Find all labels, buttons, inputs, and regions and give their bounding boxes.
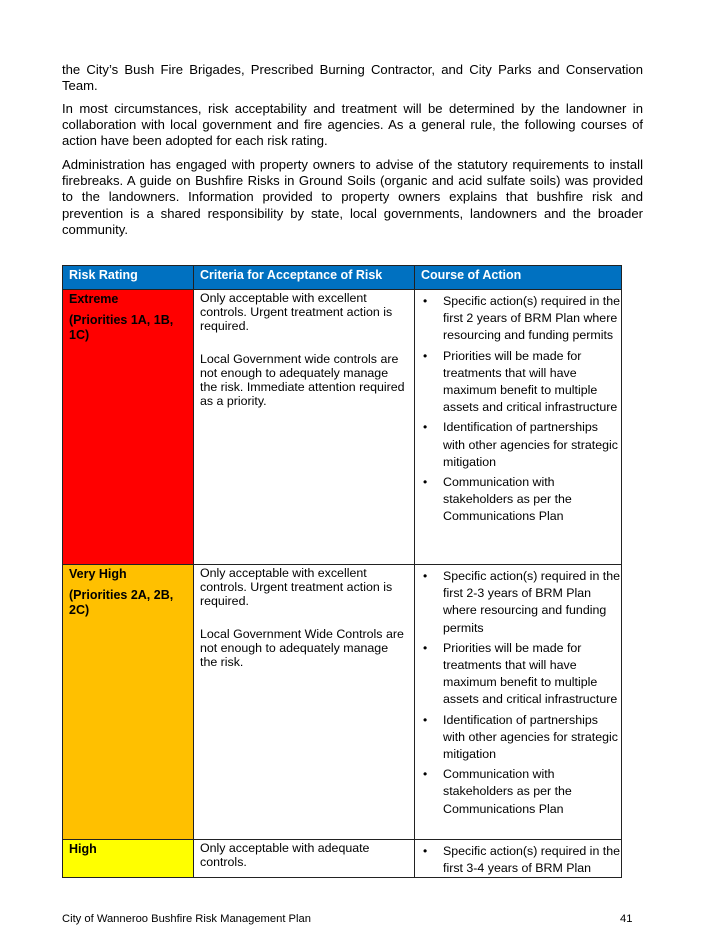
rating-cell-high	[63, 840, 194, 878]
bullet-icon: •	[423, 767, 428, 782]
list-item: • Communication with stakeholders as per the Communications Plan	[423, 475, 572, 524]
table-row-high	[63, 840, 622, 878]
actions-cell-very-high	[415, 565, 622, 840]
criteria-cell-extreme	[194, 290, 415, 565]
criteria-text: Local Government Wide Controls are not enough to adequately manage the risk.	[200, 626, 404, 670]
bullet-icon: •	[423, 420, 428, 435]
bullet-icon: •	[423, 569, 428, 583]
rating-label: Very High	[69, 567, 127, 581]
criteria-text: Only acceptable with excellent controls. Urgent treatment action is required.	[200, 566, 393, 609]
list-item: • Identification of partnerships with other agencies for strategic mitigation	[423, 712, 618, 762]
list-item: • Identification of partnerships with other agencies for strategic mitigation	[423, 420, 618, 469]
rating-priorities: (Priorities 2A, 2B, 2C)	[69, 588, 174, 617]
actions-cell-high	[415, 840, 622, 878]
bullet-icon: •	[423, 712, 428, 727]
rating-label: Extreme	[69, 292, 119, 306]
rating-cell-very-high	[63, 565, 194, 840]
page-number: 41	[620, 913, 633, 925]
paragraph-administration: Administration has engaged with property owners to advise of the statutory requirements to install firebreaks. A guide on Bushfire Risks in Ground Soils (organic and acid sulfate soils) was provided to the landowners. Information provided to property owners explains that bushfire risk and prevention is a shared responsibility by state, local governments, landowners and the broader community.	[62, 157, 643, 237]
table-row-very-high	[63, 565, 622, 840]
criteria-text: Only acceptable with excellent controls. Urgent treatment action is required.	[200, 291, 393, 334]
rating-label: High	[69, 842, 97, 856]
list-item: • Communication with stakeholders as per the Communications Plan	[423, 767, 572, 816]
criteria-text: Only acceptable with adequate controls.	[200, 841, 370, 870]
criteria-cell-very-high	[194, 565, 415, 840]
table-header-row	[63, 266, 622, 290]
criteria-cell-high	[194, 840, 415, 878]
header-criteria: Criteria for Acceptance of Risk	[194, 266, 415, 290]
bullet-icon: •	[423, 294, 428, 308]
list-item: • Specific action(s) required in the first 2-3 years of BRM Plan where resourcing and funding permits	[423, 569, 620, 635]
risk-rating-table	[62, 265, 622, 878]
actions-cell-extreme	[415, 290, 622, 565]
criteria-text: Local Government wide controls are not enough to adequately manage the risk. Immediate attention required as a priority.	[200, 351, 405, 409]
rating-cell-extreme	[63, 290, 194, 565]
list-item: • Specific action(s) required in the first 2 years of BRM Plan where resourcing and funding permits	[423, 294, 620, 343]
list-item: • Specific action(s) required in the first 3-4 years of BRM Plan	[423, 844, 620, 876]
bullet-icon: •	[423, 348, 428, 363]
rating-priorities: (Priorities 1A, 1B, 1C)	[69, 313, 174, 342]
list-item: • Priorities will be made for treatments that will have maximum benefit to multiple assets and critical infrastructure	[423, 348, 618, 415]
header-risk-rating: Risk Rating	[63, 266, 194, 290]
bullet-icon: •	[423, 640, 428, 655]
paragraph-intro: the City’s Bush Fire Brigades, Prescribed Burning Contractor, and City Parks and Conservation Team.	[62, 62, 643, 94]
table-row-extreme	[63, 290, 622, 565]
header-course-of-action: Course of Action	[415, 266, 622, 290]
list-item: • Priorities will be made for treatments that will have maximum benefit to multiple assets and critical infrastructure	[423, 640, 618, 707]
footer-title: City of Wanneroo Bushfire Risk Management Plan	[62, 913, 311, 925]
paragraph-acceptability: In most circumstances, risk acceptability and treatment will be determined by the landowner in collaboration with local government and fire agencies. As a general rule, the following courses of action have been adopted for each risk rating.	[62, 101, 643, 149]
bullet-icon: •	[423, 844, 428, 858]
bullet-icon: •	[423, 475, 428, 490]
